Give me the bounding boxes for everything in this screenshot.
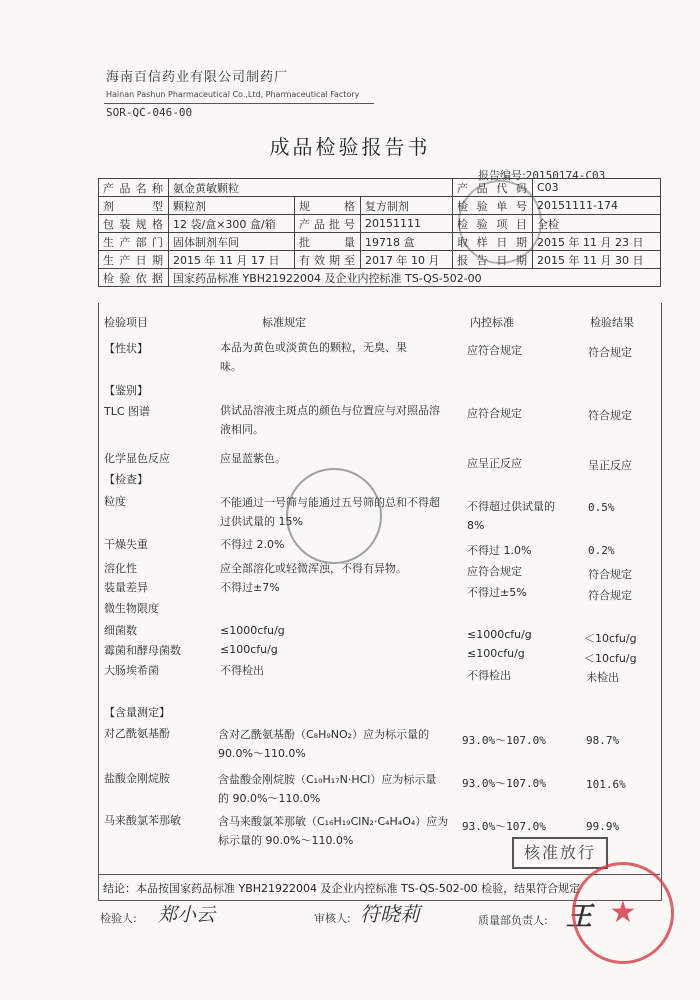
spec-label: 规格 — [295, 197, 361, 215]
ecoli-result: 未检出 — [586, 671, 619, 684]
granularity-standard: 不能通过一号筛与能通过五号筛的总和不得超过供试量的 15% — [220, 496, 440, 528]
bacteria-internal: ≤1000cfu/g — [467, 628, 532, 641]
report-number-label: 报告编号: — [478, 169, 526, 182]
product-name-value: 氨金黄敏颗粒 — [169, 179, 453, 197]
qty-label: 批量 — [295, 233, 361, 251]
conclusion-divider — [98, 874, 660, 875]
ecoli-internal: 不得检出 — [467, 669, 511, 682]
info-row-1 — [99, 179, 661, 197]
inspector-signature: 郑小云 — [158, 904, 216, 926]
package-label: 包装规格 — [99, 215, 169, 233]
loading-internal: 不得过±5% — [467, 586, 527, 599]
reviewer-signature: 符晓莉 — [360, 902, 420, 926]
conclusion-text: 结论：本品按国家药品标准 YBH21922004 及企业内控标准 TS-QS-502-00 检验，结果符合规定 — [103, 882, 581, 895]
granularity-internal: 不得超过供试量的 8% — [467, 500, 555, 532]
assay-paracetamol-internal: 93.0%～107.0% — [462, 734, 546, 747]
faint-seal-center — [286, 468, 382, 564]
bacteria-result: ＜10cfu/g — [584, 632, 637, 645]
tlc-name: TLC 图谱 — [104, 405, 151, 418]
basis-label: 检验依据 — [99, 269, 169, 287]
product-name-label: 产品名称 — [99, 179, 169, 197]
ecoli-name: 大肠埃希菌 — [104, 664, 159, 677]
granularity-name: 粒度 — [104, 495, 126, 508]
info-row-2 — [99, 197, 661, 215]
form-value: 颗粒剂 — [169, 197, 295, 215]
loading-result: 符合规定 — [588, 589, 632, 602]
prod-date-label: 生产日期 — [99, 251, 169, 269]
batch-label: 产品批号 — [295, 215, 361, 233]
product-info-table — [98, 178, 661, 287]
assay-amantadine-result: 101.6% — [586, 778, 626, 791]
col-standard-header: 标准规定 — [262, 316, 306, 329]
qa-head-label: 质量部负责人: — [478, 914, 548, 927]
color-reaction-internal: 应呈正反应 — [467, 457, 522, 470]
report-number-value: 20150174-C03 — [525, 169, 606, 182]
sample-date-value: 2015 年 11 月 23 日 — [533, 233, 661, 251]
appearance-standard: 本品为黄色或淡黄色的颗粒，无臭、果味。 — [220, 341, 407, 373]
reviewer-label: 审核人: — [314, 912, 351, 925]
expiry-value: 2017 年 10 月 — [361, 251, 453, 269]
microbial-name: 微生物限度 — [104, 602, 159, 615]
report-date-value: 2015 年 11 月 30 日 — [533, 251, 661, 269]
section-assay: 【含量测定】 — [104, 706, 170, 719]
mold-standard: ≤100cfu/g — [220, 643, 278, 656]
header-rule — [104, 103, 374, 104]
bacteria-standard: ≤1000cfu/g — [220, 624, 285, 637]
prod-date-value: 2015 年 11 月 17 日 — [169, 251, 295, 269]
dept-value: 固体制剂车间 — [169, 233, 295, 251]
info-row-3 — [99, 215, 661, 233]
qa-head-signature: 王 — [566, 902, 593, 932]
col-item-header: 检验项目 — [104, 316, 148, 329]
assay-chlorphenamine-standard: 含马来酸氯苯那敏（C₁₆H₁₉ClN₂·C₄H₄O₄）应为标示量的 90.0%～110.0% — [218, 815, 449, 847]
test-item-label: 检验项目 — [453, 215, 533, 233]
mold-internal: ≤100cfu/g — [467, 647, 525, 660]
assay-amantadine-standard: 含盐酸金刚烷胺（C₁₀H₁₇N·HCl）应为标示量的 90.0%～110.0% — [218, 773, 437, 805]
product-code-label: 产品代码 — [453, 179, 533, 197]
basis-value: 国家药品标准 YBH21922004 及企业内控标准 TS-QS-502-00 — [169, 269, 661, 287]
sample-date-label: 取样日期 — [453, 233, 533, 251]
color-reaction-standard: 应显蓝紫色。 — [220, 452, 286, 465]
granularity-result: 0.5% — [588, 501, 615, 514]
color-reaction-name: 化学显色反应 — [104, 452, 170, 465]
package-value: 12 袋/盒×300 盒/箱 — [169, 215, 295, 233]
assay-paracetamol-standard: 含对乙酰氨基酚（C₈H₉NO₂）应为标示量的 90.0%～110.0% — [218, 728, 430, 760]
test-item-value: 全检 — [533, 215, 661, 233]
drying-result: 0.2% — [588, 544, 615, 557]
color-reaction-result: 呈正反应 — [588, 459, 632, 472]
batch-value: 20151111 — [361, 215, 453, 233]
section-appearance: 【性状】 — [104, 342, 148, 355]
drying-name: 干燥失重 — [104, 538, 148, 551]
assay-amantadine-name: 盐酸金刚烷胺 — [104, 772, 170, 785]
company-red-seal — [572, 862, 674, 964]
test-no-value: 20151111-174 — [533, 197, 661, 215]
loading-standard: 不得过±7% — [220, 581, 280, 594]
dept-label: 生产部门 — [99, 233, 169, 251]
expiry-label: 有效期至 — [295, 251, 361, 269]
solubility-internal: 应符合规定 — [467, 565, 522, 578]
assay-chlorphenamine-result: 99.9% — [586, 820, 620, 833]
form-label: 剂型 — [99, 197, 169, 215]
info-row-5 — [99, 251, 661, 269]
info-row-4 — [99, 233, 661, 251]
qty-value: 19718 盒 — [361, 233, 453, 251]
document-number: SOR-QC-046-00 — [106, 106, 193, 119]
assay-paracetamol-name: 对乙酰氨基酚 — [104, 727, 170, 740]
spec-value: 复方制剂 — [361, 197, 453, 215]
solubility-result: 符合规定 — [588, 568, 632, 581]
approved-release-stamp: 核准放行 — [512, 837, 608, 869]
section-inspection: 【检查】 — [104, 473, 148, 486]
loading-name: 装量差异 — [104, 581, 148, 594]
tlc-internal: 应符合规定 — [467, 407, 522, 420]
seal-star-icon: ★ — [609, 895, 637, 930]
tlc-result: 符合规定 — [588, 409, 632, 422]
mold-name: 霉菌和酵母菌数 — [104, 644, 181, 657]
bacteria-name: 细菌数 — [104, 624, 137, 637]
assay-paracetamol-result: 98.7% — [586, 734, 620, 747]
assay-chlorphenamine-name: 马来酸氯苯那敏 — [104, 814, 181, 827]
product-code-value: C03 — [533, 179, 661, 197]
info-row-6 — [99, 269, 661, 287]
col-result-header: 检验结果 — [590, 316, 634, 329]
appearance-internal: 应符合规定 — [467, 344, 522, 357]
inspector-label: 检验人: — [100, 912, 137, 925]
report-title: 成品检验报告书 — [269, 135, 431, 159]
test-no-label: 检验单号 — [453, 197, 533, 215]
drying-internal: 不得过 1.0% — [467, 544, 532, 557]
assay-amantadine-internal: 93.0%～107.0% — [462, 777, 546, 790]
appearance-result: 符合规定 — [588, 346, 632, 359]
solubility-standard: 应全部溶化或轻微浑浊，不得有异物。 — [220, 562, 407, 575]
assay-chlorphenamine-internal: 93.0%～107.0% — [462, 820, 546, 833]
report-date-label: 报告日期 — [453, 251, 533, 269]
tlc-standard: 供试品溶液主斑点的颜色与位置应与对照品溶液相同。 — [220, 404, 440, 436]
col-internal-header: 内控标准 — [470, 316, 514, 329]
solubility-name: 溶化性 — [104, 562, 137, 575]
mold-result: ＜10cfu/g — [584, 652, 637, 665]
drying-standard: 不得过 2.0% — [220, 538, 285, 551]
company-name-cn: 海南百信药业有限公司制药厂 — [106, 70, 289, 85]
company-name-en: Hainan Pashun Pharmaceutical Co.,Ltd, Pharmaceutical Factory — [106, 90, 360, 99]
section-identification: 【鉴别】 — [104, 384, 148, 397]
ecoli-standard: 不得检出 — [220, 664, 264, 677]
